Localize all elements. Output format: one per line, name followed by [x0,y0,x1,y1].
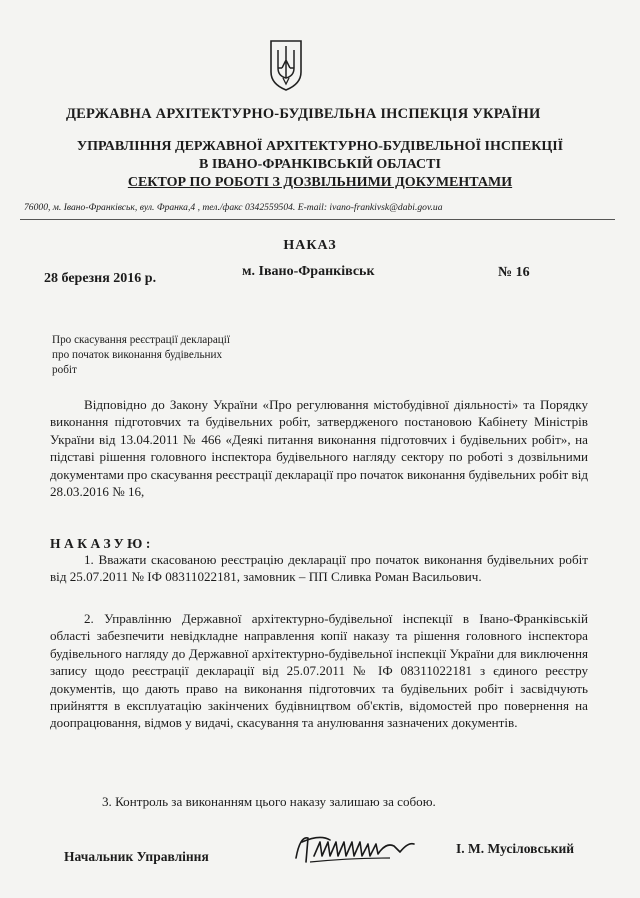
department-line-3: СЕКТОР ПО РОБОТІ З ДОЗВІЛЬНИМИ ДОКУМЕНТАМИ [127,175,513,190]
signatory-name: І. М. Мусіловський [456,841,575,856]
signatory-position: Начальник Управління [64,849,209,864]
order-item-2 [50,610,588,732]
subject-line-2: про початок виконання будівельних [52,349,223,361]
order-city: м. Івано-Франківськ [242,264,375,279]
address-line: 76000, м. Івано-Франківськ, вул. Франка,4 , тел./факс 0342559504. E-mail: ivano-frankivsk@dabi.gov.ua [24,202,443,213]
order-subject [52,333,282,378]
intro-paragraph [50,396,588,500]
order-item-3: 3. Контроль за виконанням цього наказу залишаю за собою. [102,794,436,809]
intro-text: Відповідно до Закону України «Про регулювання містобудівної діяльності» та Порядку виконання підготовчих та будівельних робіт, затвердженого постановою Кабінету Міністрів України від 13.04.2011 № 466 «Деякі питання виконання підготовчих і будівельних робіт», на підставі рішення головного інспектора будівельного нагляду сектору по роботі з дозвільними документами про скасування реєстрації декларації про початок виконання будівельних робіт від 28.03.2016 № 16, [50,397,588,500]
inspection-title: ДЕРЖАВНА АРХІТЕКТУРНО-БУДІВЕЛЬНА ІНСПЕКЦІЯ УКРАЇНИ [66,106,541,122]
subject-line-3: робіт [52,364,77,376]
order-number: № 16 [498,265,530,280]
department-line-1: УПРАВЛІННЯ ДЕРЖАВНОЇ АРХІТЕКТУРНО-БУДІВЕЛЬНОЇ ІНСПЕКЦІЇ [76,139,564,154]
order-word: НАКАЗУЮ: [50,536,154,551]
trident-emblem-icon [268,38,304,92]
department-header [50,138,590,192]
department-line-2: В ІВАНО-ФРАНКІВСЬКІЙ ОБЛАСТІ [199,157,441,172]
order-title: НАКАЗ [283,238,337,253]
item-1-text: 1. Вважати скасованою реєстрацію декларації про початок виконання будівельних робіт від 25.07.2011 № ІФ 08311022181, замовник – ПП Сливка Роман Васильович. [50,552,588,585]
item-2-text: 2. Управлінню Державної архітектурно-будівельної інспекції в Івано-Франківській області забезпечити невідкладне направлення копії наказу та рішення головного інспектора будівельного нагляду до Державної архітектурно-будівельної інспекції України для виключення запису щодо реєстрації декларації від 25.07.2011 № ІФ 08311022181 з єдиного реєстру документів, що дають право на виконання підготовчих та будівельних робіт і засвідчують прийняття в експлуатацію закінчених будівництвом об'єктів, відомостей про повернення на доопрацювання, відмов у видачі, скасування та анулювання зазначених документів. [50,611,588,731]
handwritten-signature-icon [290,828,420,868]
order-item-1 [50,551,588,586]
order-date: 28 березня 2016 р. [44,271,157,286]
header-divider [20,219,615,220]
subject-line-1: Про скасування реєстрації декларації [52,334,231,346]
